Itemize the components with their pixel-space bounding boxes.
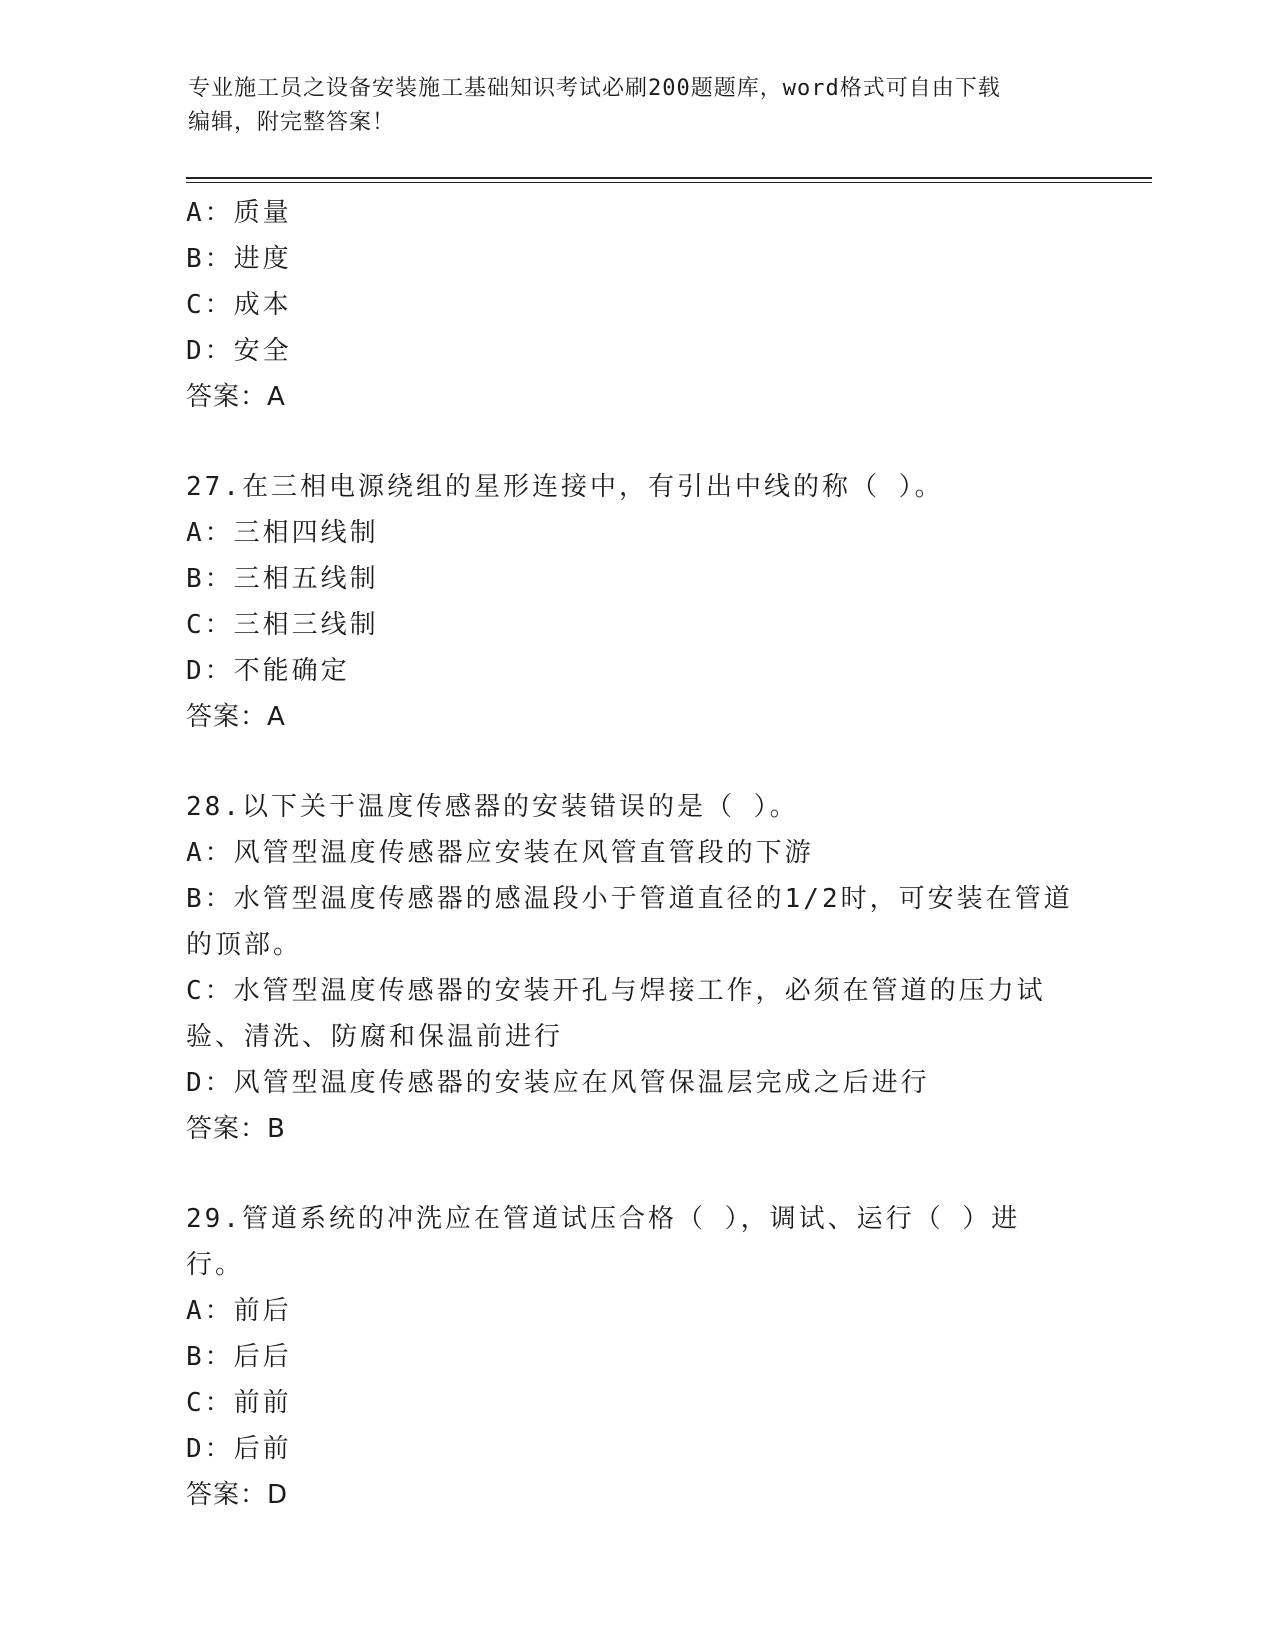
answer-text: 答案：A — [186, 382, 286, 412]
option-b: B：水管型温度传感器的感温段小于管道直径的1/2时，可安装在管道的顶部。 — [186, 884, 1073, 960]
option-c: C：成本 — [186, 290, 292, 320]
option-c: C：水管型温度传感器的安装开孔与焊接工作，必须在管道的压力试验、清洗、防腐和保温前进行 — [186, 976, 1046, 1052]
option-d: D：安全 — [186, 336, 292, 366]
header-divider-thick — [186, 177, 1152, 179]
option-b: B：三相五线制 — [186, 564, 379, 594]
answer-text: 答案：B — [186, 1114, 286, 1144]
question-27 — [186, 464, 1076, 740]
question-list — [186, 190, 1076, 1518]
option-d: D：后前 — [186, 1434, 292, 1464]
question-title: 28.以下关于温度传感器的安装错误的是（ ）。 — [186, 792, 799, 822]
option-b: B：后后 — [186, 1342, 292, 1372]
answer-text: 答案：A — [186, 702, 286, 732]
document-header — [188, 72, 1068, 140]
question-28 — [186, 784, 1076, 1152]
question-26 — [186, 190, 1076, 420]
answer-text: 答案：D — [186, 1480, 289, 1510]
option-a: A：风管型温度传感器应安装在风管直管段的下游 — [186, 838, 814, 868]
option-a: A：前后 — [186, 1296, 292, 1326]
option-c: C：三相三线制 — [186, 610, 379, 640]
header-title-line-1: 专业施工员之设备安装施工基础知识考试必刷200题题库，word格式可自由下载 — [188, 76, 1001, 101]
option-c: C：前前 — [186, 1388, 292, 1418]
option-d: D：风管型温度传感器的安装应在风管保温层完成之后进行 — [186, 1068, 930, 1098]
option-b: B：进度 — [186, 244, 292, 274]
option-a: A：三相四线制 — [186, 518, 379, 548]
header-title-line-2: 编辑，附完整答案！ — [188, 110, 396, 135]
question-title: 27.在三相电源绕组的星形连接中，有引出中线的称（ ）。 — [186, 472, 944, 502]
option-a: A：质量 — [186, 198, 292, 228]
option-d: D：不能确定 — [186, 656, 350, 686]
question-29 — [186, 1196, 1076, 1518]
question-title: 29.管道系统的冲洗应在管道试压合格（ ），调试、运行（ ）进行。 — [186, 1204, 1021, 1280]
header-divider-thin — [186, 182, 1152, 183]
